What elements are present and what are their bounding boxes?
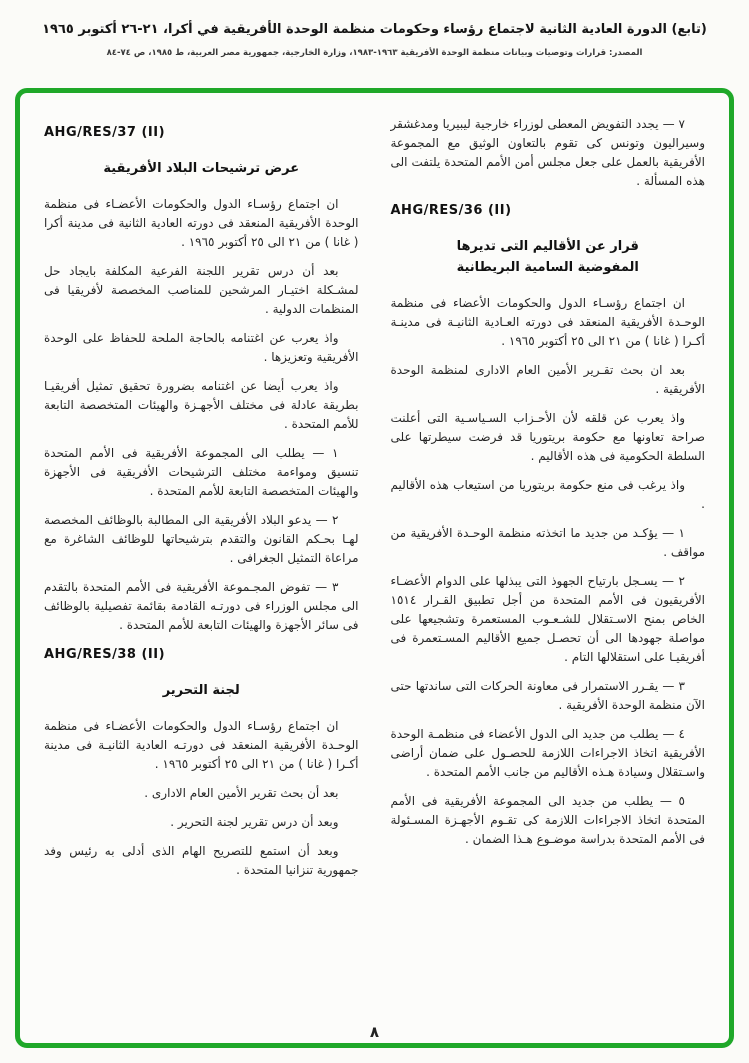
resolution-title-line: المفوضية السامية البريطانية xyxy=(456,260,639,275)
paragraph: ٧ — يجدد التفويض المعطى لوزراء خارجية ليبيريا ومدغشقر وسيراليون وتونس كى تقوم بالتعاون الوثيق مع المجموعة الأفريقية بالعمل على جعل مجلس أمن الأمم المتحدة يلتفت الى هذه المسألة . xyxy=(390,117,705,188)
paragraph: واذ يعرب عن اغتنامه بالحاجة الملحة للحفاظ على الوحدة الأفريقية وتعزيزها . xyxy=(44,331,359,364)
paragraph: ٢ — يدعو البلاد الأفريقية الى المطالبة بالوظائف المخصصة لهـا بحـكم القانون والتقدم بترشيحاتها للوظائف الشاغرة مع مراعاة التمثيل الجغرافى . xyxy=(44,513,359,565)
paragraph: ان اجتماع رؤسـاء الدول والحكومات الأعضـاء فى منظمة الوحـدة الأفريقية المنعقد فى دورتـه العادية الثانيـة فى مدينة أكـرا ( غانا ) من ٢١ الى ٢٥ أكتوبر ١٩٦٥ . xyxy=(44,719,359,771)
paragraph: واذ يعرب عن قلقه لأن الأحـزاب السـياسـية التى أعلنت صراحة تعاونها مع حكومة بريتوريا قد فرضت سيطرتها على السلطة الحكومية فى هذه الأقاليم . xyxy=(390,411,705,463)
two-column-body xyxy=(44,115,705,1017)
resolution-title xyxy=(44,158,359,179)
column-left xyxy=(44,115,359,1017)
resolution-label: AHG/RES/36 (II) xyxy=(390,203,512,218)
paragraph: وبعد أن درس تقرير لجنة التحرير . xyxy=(170,815,339,829)
paragraph: واذ يعرب أيضا عن اغتنامه بضرورة تحقيق تمثيل أفريقيـا بطريقة عادلة فى مختلف الأجهـزة والهيئات المتخصصة التابعة للأمم المتحدة . xyxy=(44,379,359,431)
header-title: (تابع) الدورة العادية الثانية لاجتماع رؤساء وحكومات منظمة الوحدة الأفريقية في أكرا، ٢١-٢٦ أكتوبر ١٩٦٥ xyxy=(42,22,707,37)
resolution-title xyxy=(44,680,359,701)
green-frame xyxy=(15,88,734,1048)
resolution-title-line: عرض ترشيحات البلاد الأفريقية xyxy=(103,161,300,176)
paragraph: بعد أن درس تقرير اللجنة الفرعية المكلفة بايجاد حل لمشـكلة اختيـار المرشحين للمناصب المخصصة لأفريقيا فى المنظمات الدولية . xyxy=(44,264,359,316)
resolution-title xyxy=(391,236,706,278)
resolution-title-line: لجنة التحرير xyxy=(162,683,240,698)
paragraph: ٤ — يطلب من جديد الى الدول الأعضاء فى منظمـة الوحدة الأفريقية اتخاذ الاجراءات اللازمة للحصـول على ضمان أراضى واسـتقلال وسيادة هـذه الأقاليم من جانب الأمم المتحدة . xyxy=(390,727,705,779)
page-number: ٨ xyxy=(369,1023,380,1041)
paragraph: بعد أن بحث تقرير الأمين العام الادارى . xyxy=(144,786,339,800)
paragraph: ٢ — يسـجل بارتياح الجهوذ التى يبذلها على الدوام الأعضـاء الأفريقيون فى الأمم المتحدة من أجل تطبيق القـرار ١٥١٤ الخاص بمنح الاسـتقلال للشـعـوب المستعمرة وتشجيعها على مواصلة جهودها الى أن تحصـل جميع الأقاليم المسـتعمرة فى أفريقيـا على استقلالها التام . xyxy=(390,574,705,664)
paragraph: وبعد أن استمع للتصريح الهام الذى أدلى به رئيس وفد جمهورية تنزانيا المتحدة . xyxy=(44,844,359,877)
document-header xyxy=(0,0,749,58)
paragraph: ان اجتماع رؤسـاء الدول والحكومات الأعضـاء فى منظمة الوحدة الأفريقية المنعقد فى دورته العادية الثانية فى مدينة أكرا ( غانا ) من ٢١ الى ٢٥ أكتوبر ١٩٦٥ . xyxy=(44,197,359,249)
paragraph: واذ يرغب فى منع حكومة بريتوريا من استيعاب هذه الأقاليم . xyxy=(390,478,705,511)
paragraph: بعد ان بحث تقـرير الأمين العام الادارى لمنظمة الوحدة الأفريقية . xyxy=(390,363,705,396)
paragraph: ١ — يؤكـد من جديد ما اتخذته منظمة الوحـدة الأفريقية من مواقف . xyxy=(390,526,705,559)
header-source-line: المصدر: قرارات وتوصيات وبيانات منظمة الوحدة الأفريقية ١٩٦٣-١٩٨٣، وزارة الخارجية، جمهورية مصر العربية، ط ١٩٨٥، ص ٧٤-٨٤ xyxy=(106,48,643,58)
paragraph: ان اجتماع رؤسـاء الدول والحكومات الأعضاء فى منظمة الوحـدة الأفريقية المنعقد فى دورته العـادية الثانيـة فى مدينـة أكـرا ( غانا ) من ٢١ الى ٢٥ أكتوبر ١٩٦٥ . xyxy=(390,296,705,348)
resolution-title-line: قرار عن الأقاليم التى تديرها xyxy=(456,239,639,254)
paragraph: ٥ — يطلب من جديد الى المجموعة الأفريقية فى الأمم المتحدة اتخاذ الاجراءات اللازمة كى تقـوم الأجهـزة المسـئولة فى الأمم المتحدة بدراسة موضـوع هـذا الضمان . xyxy=(390,794,705,846)
resolution-label: AHG/RES/38 (II) xyxy=(44,647,166,662)
paragraph: ١ — يطلب الى المجموعة الأفريقية فى الأمم المتحدة تنسيق ومواءمة مختلف الترشيحات الأفريقية فى الأجهزة والهيئات المتخصصة التابعة للأمم المتحدة . xyxy=(44,446,359,498)
paragraph: ٣ — تفوض المجـموعة الأفريقية فى الأمم المتحدة بالتقدم الى مجلس الوزراء فى دورتـه القادمة بقائمة تفصيلية بالوظائف فى سائر الأجهزة والهيئات التابعة للأمم المتحدة . xyxy=(44,580,359,632)
resolution-label: AHG/RES/37 (II) xyxy=(44,125,166,140)
paragraph: ٣ — يقـرر الاستمرار فى معاونة الحركات التى ساندتها حتى الآن منظمة الوحدة الأفريقية . xyxy=(390,679,705,712)
column-right xyxy=(391,115,706,1017)
